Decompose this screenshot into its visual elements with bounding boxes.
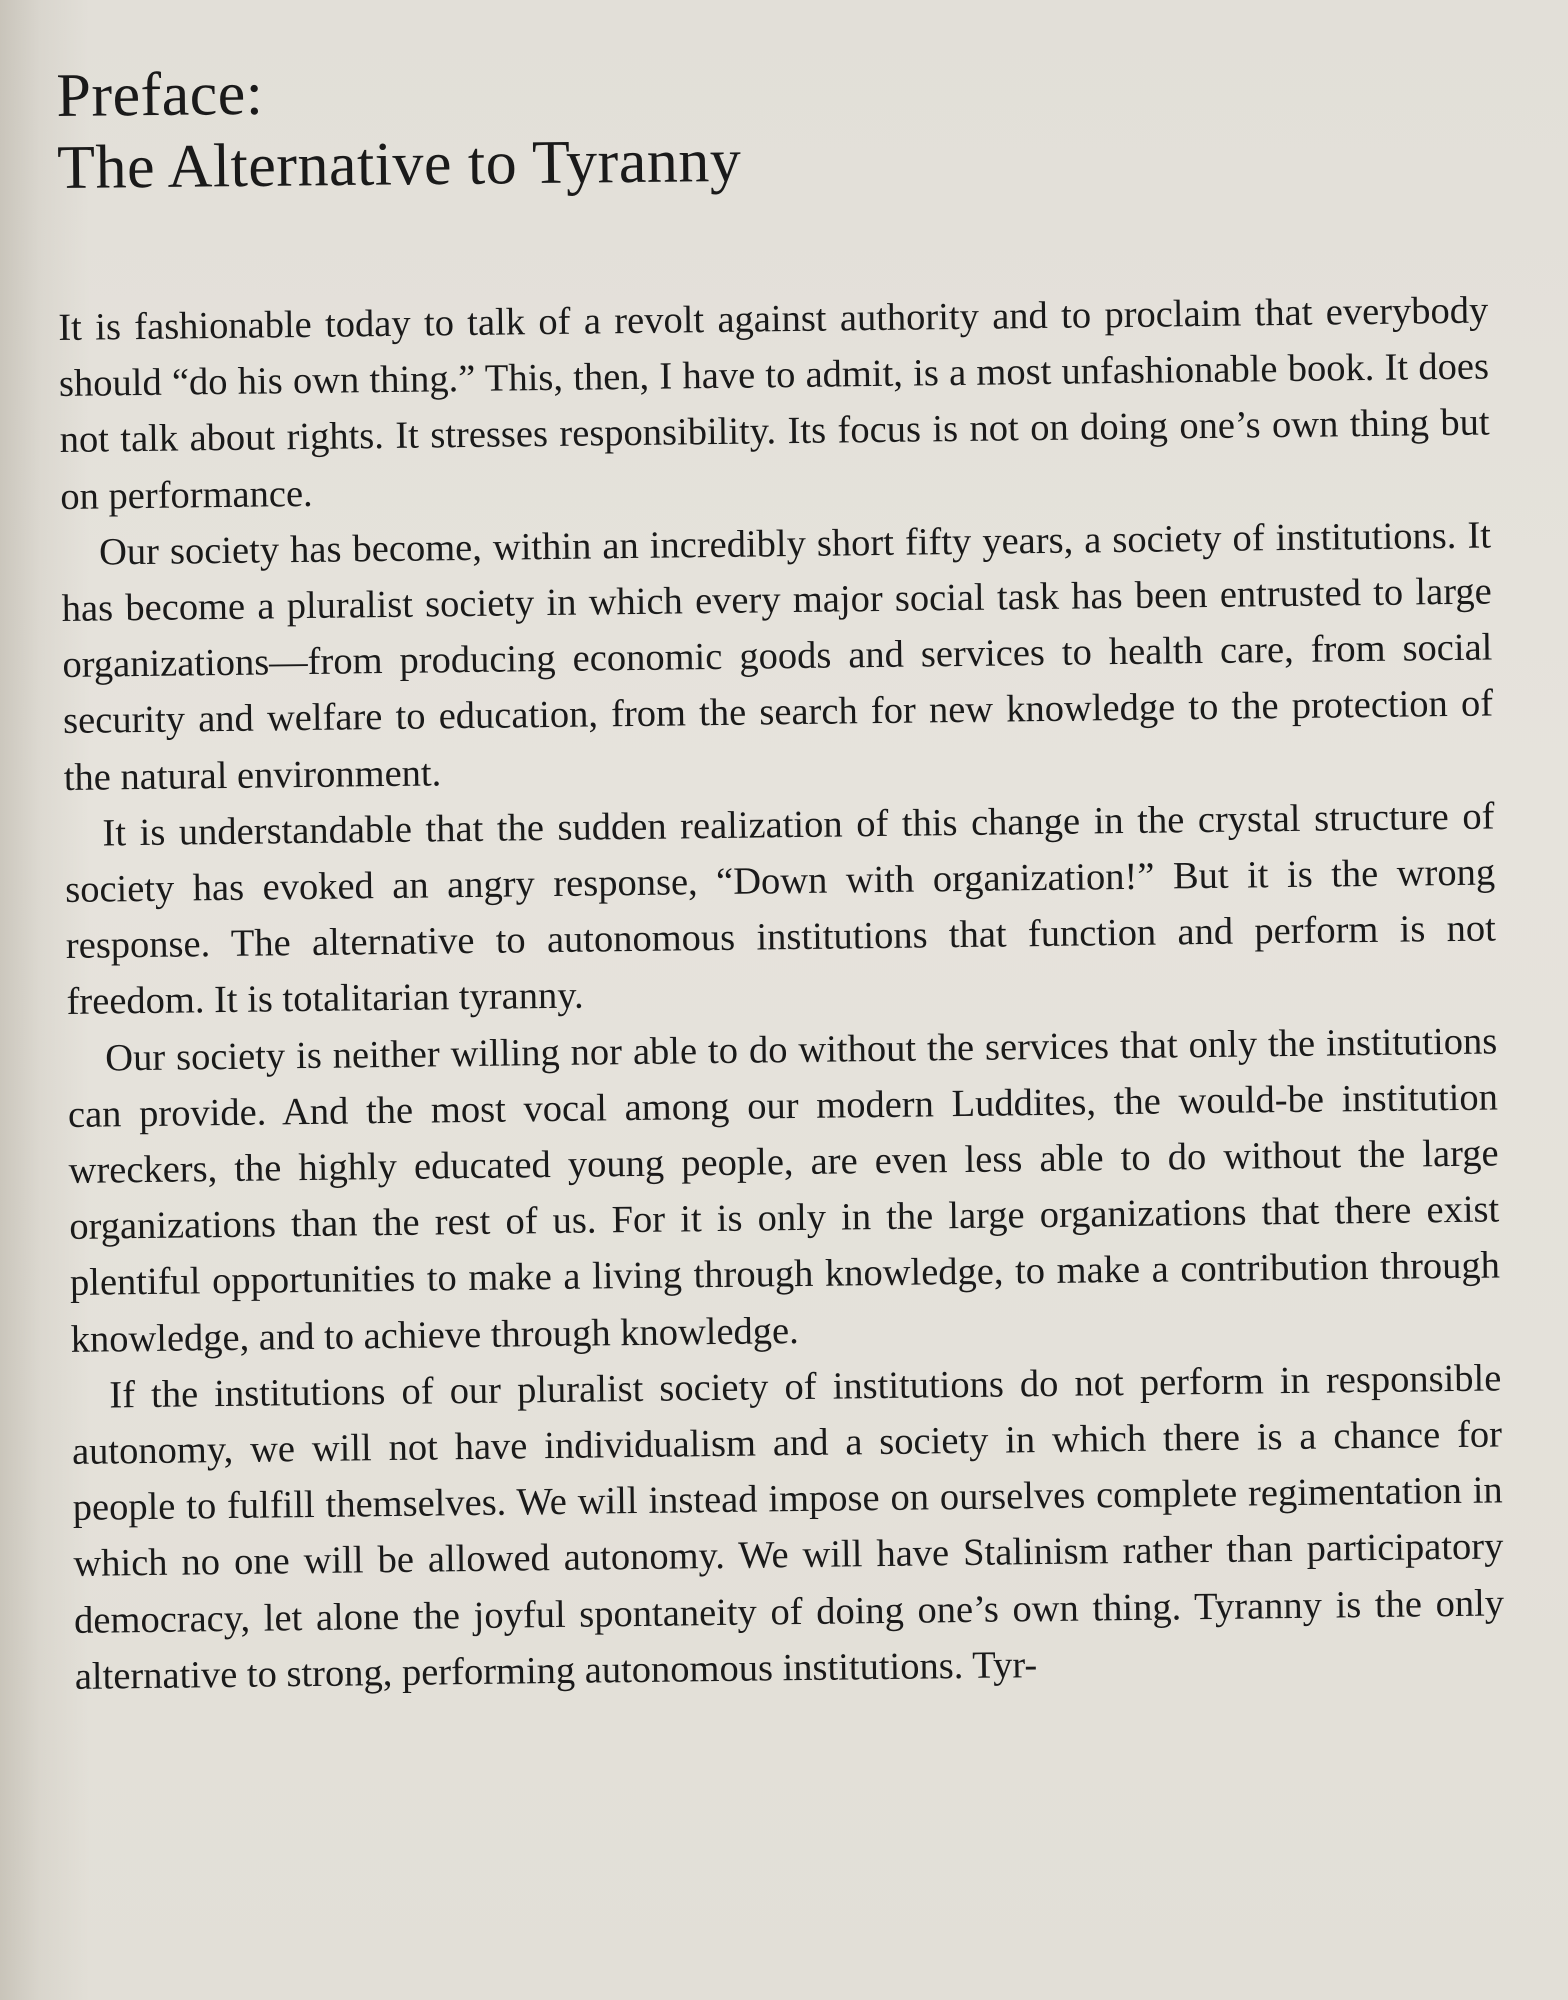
paragraph-3: It is understandable that the sudden realization of this change in the crystal structure of society has evoked an angry response, “Down with organization!” But it is the wrong response. The alternative to autonomous institutions that function and perform is not freedom. It is totalitarian tyranny. <box>64 795 1497 1024</box>
paragraph-4: Our society is neither willing nor able to do without the services that only the institutions can provide. And the most vocal among our modern Luddites, the would-be institution wreckers, the highly educated young people, are even less able to do without the large organizations than the rest of us. For it is only in the large organizations that there exist plentiful opportunities to make a living through knowledge, to make a contribution through knowledge, and to achieve through knowledge. <box>67 1020 1501 1361</box>
body-text <box>58 283 1505 1705</box>
heading-preface-label: Preface: <box>56 59 264 130</box>
chapter-heading <box>56 47 1257 204</box>
paragraph-5: If the institutions of our pluralist society of institutions do not perform in responsible autonomy, we will not have individualism and a society in which there is a chance for people to fulfill themselves. We will instead impose on ourselves complete regimentation in which no one will be allowed autonomy. We will have Stalinism rather than participatory democracy, let alone the joyful spontaneity of doing one’s own thing. Tyranny is the only alternative to strong, performing autonomous institutions. Tyr- <box>71 1357 1505 1698</box>
paragraph-1: It is fashionable today to talk of a revolt against authority and to proclaim that everybody should “do his own thing.” This, then, I have to admit, is a most unfashionable book. It does not talk about rights. It stresses responsibility. Its focus is not on doing one’s own thing but on performance. <box>58 289 1490 518</box>
paragraph-2: Our society has become, within an incredibly short fifty years, a society of institutions. It has become a pluralist society in which every major social task has been entrusted to large organizations—from producing economic goods and services to health care, from social security and welfare to education, from the search for new knowledge to the protection of the natural environment. <box>61 514 1494 799</box>
heading-title: The Alternative to Tyranny <box>56 126 742 202</box>
